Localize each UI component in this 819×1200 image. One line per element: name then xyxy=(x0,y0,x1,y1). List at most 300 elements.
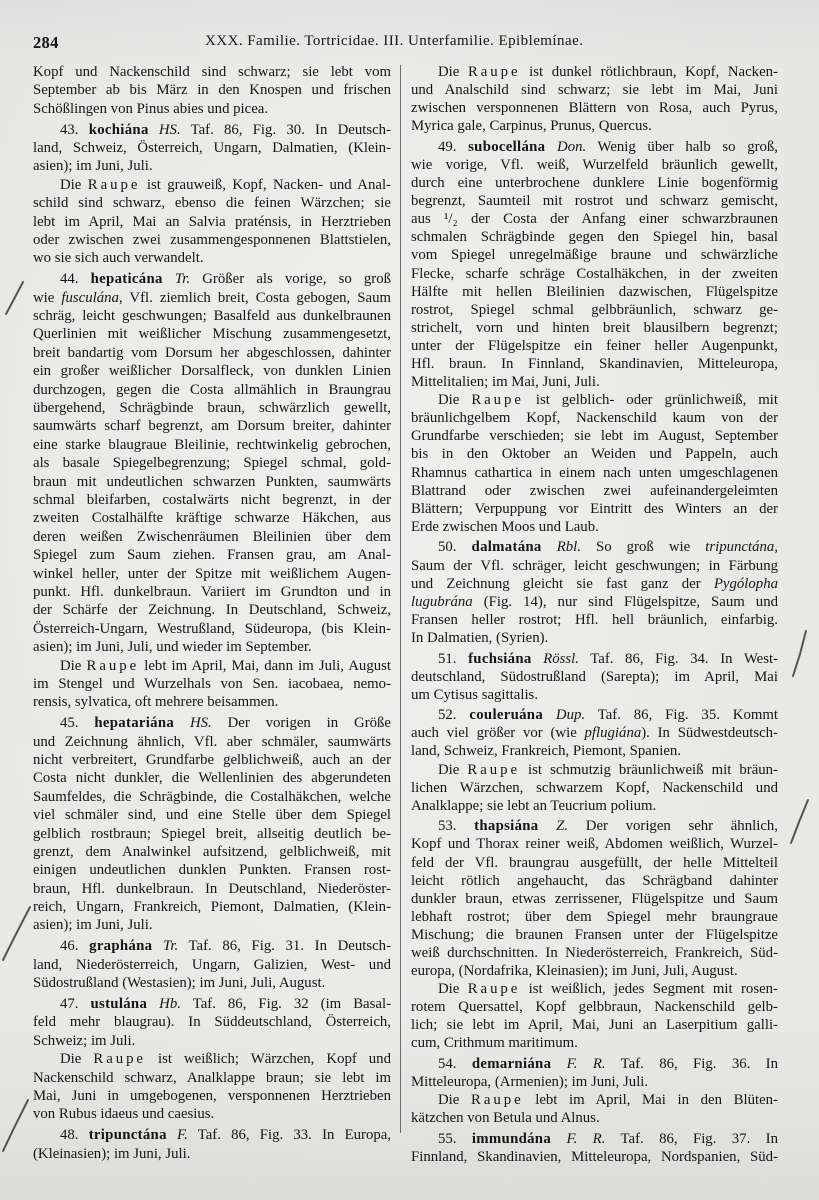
species-entry xyxy=(411,817,778,980)
species-name: thapsiána xyxy=(474,818,539,835)
text-run: vom Spiegel unregelmäßige braune und schwärzliche xyxy=(411,247,778,264)
text-run xyxy=(174,715,190,731)
text-run xyxy=(152,938,163,954)
text-run: Querlinien mit weißlicher Mischung zusammengesetzt, xyxy=(33,326,391,343)
entry-number: 48. xyxy=(60,1127,89,1144)
text-run: Taf. 86, Fig. 35. Kommt xyxy=(585,707,778,724)
larva-description xyxy=(411,391,778,536)
text-run: So groß wie xyxy=(580,539,706,556)
text-line xyxy=(33,751,391,769)
text-line xyxy=(411,373,778,391)
text-line xyxy=(33,270,391,288)
text-line xyxy=(33,916,391,934)
text-run: Mischung; die braunen Fransen unter der Flügelspitze xyxy=(411,926,778,943)
text-run: asien); im Juni, Juli. xyxy=(33,158,153,175)
text-run: Schößlingen von Pinus abies und picea. xyxy=(33,100,269,117)
text-line xyxy=(33,861,391,879)
entry-number: 47. xyxy=(60,996,91,1013)
text-run: ist schmutzig bräunlichweiß mit bräun- xyxy=(520,761,778,778)
text-line xyxy=(33,491,391,509)
text-line xyxy=(33,81,391,99)
text-line xyxy=(33,974,391,992)
text-line xyxy=(33,880,391,898)
pencil-mark xyxy=(791,800,808,843)
text-run: leicht rötlich angehaucht, das Schrägband dahinter xyxy=(411,872,778,889)
author-abbreviation: Rössl. xyxy=(543,650,579,667)
text-line xyxy=(33,121,391,139)
larva-description xyxy=(33,657,391,712)
text-run: , xyxy=(774,539,778,556)
entry-number: 53. xyxy=(438,818,475,835)
text-run: land, Niederösterreich, Ungarn, Galizien, West- und xyxy=(33,956,391,973)
text-line xyxy=(411,629,778,647)
text-line xyxy=(411,265,778,283)
entry-number: 54. xyxy=(438,1056,472,1073)
text-line xyxy=(33,194,391,212)
text-run: dunkler braun, etwas zerrissener, Flügelspitze und Saum xyxy=(411,890,778,907)
text-run: Die xyxy=(60,1051,94,1068)
spaced-word: Raupe xyxy=(87,176,141,193)
text-run xyxy=(551,1056,566,1072)
species-name: fuchsiána xyxy=(468,650,532,667)
text-line xyxy=(33,249,391,267)
running-title: XXX. Familie. Tortricidae. III. Unterfamilie. Epiblemínae. xyxy=(205,33,584,49)
species-entry xyxy=(411,538,778,647)
text-run: schild sind schwarz, ebenso die feinen Wärzchen; sie xyxy=(33,195,391,212)
italic-name: Pygólopha xyxy=(713,575,778,592)
text-line xyxy=(33,601,391,619)
text-run: Taf. 86, Fig. 34. In West- xyxy=(578,650,778,667)
text-run: Kopf und Thorax reiner weiß, Abdomen weißlich, Wurzel- xyxy=(411,836,778,853)
text-run: (Kleinasien); im Juni, Juli. xyxy=(33,1145,191,1162)
text-run: wie xyxy=(33,289,62,306)
entry-number: 45. xyxy=(60,715,95,732)
text-run: Mittelitalien; im Mai, Juni, Juli. xyxy=(411,374,600,391)
text-run: wie vorige, Vfl. weiß, Wurzelfeld bräunlich gewellt, xyxy=(411,156,778,173)
text-run: durchzogen, gegen die Costa allmählich in Braungrau xyxy=(33,381,391,398)
text-run: Spiegel zum Saum ziehen. Fransen grau, am Anal- xyxy=(33,547,391,564)
text-line xyxy=(411,482,778,500)
text-run xyxy=(545,139,557,155)
author-abbreviation: Tr. xyxy=(162,938,179,955)
text-line xyxy=(411,99,778,117)
text-run: Costa nicht dunkler, die Wellenlinien des abgerundeten xyxy=(33,770,391,787)
text-line xyxy=(33,139,391,157)
text-line xyxy=(411,283,778,301)
text-run: Die xyxy=(438,761,468,778)
text-run: Taf. 86, Fig. 30. In Deutsch- xyxy=(180,121,391,138)
text-line xyxy=(33,344,391,362)
text-run: Myrica gale, Carpinus, Prunus, Quercus. xyxy=(411,118,652,135)
text-line xyxy=(411,445,778,463)
text-run: Die xyxy=(60,176,88,193)
text-line xyxy=(411,117,778,135)
species-name: ustulána xyxy=(90,996,148,1013)
text-run: Taf. 86, Fig. 36. In xyxy=(605,1056,778,1073)
text-run: lebhaft rostrot; über dem Spiegel mehr braungraue xyxy=(411,908,778,925)
text-run: Flecke, scharfe schräge Costalhäkchen, in der zweiten xyxy=(411,265,778,282)
species-entry xyxy=(33,121,391,176)
text-run: feld mehr blaugrau). In Süddeutschland, Österreich, xyxy=(33,1014,391,1031)
species-name: immundána xyxy=(471,1130,552,1147)
text-run: Taf. 86, Fig. 37. In xyxy=(605,1130,778,1147)
text-run: von Rubus idaeus und caesius. xyxy=(33,1106,215,1123)
text-run: ist weißlich; Wärzchen, Kopf und xyxy=(145,1051,391,1068)
text-line xyxy=(33,806,391,824)
text-line xyxy=(411,926,778,944)
text-line xyxy=(33,381,391,399)
text-run: gelblich rostbraun; Spiegel breit, allseitig deutlich be- xyxy=(33,825,391,842)
pencil-mark xyxy=(3,1100,28,1151)
italic-name: fusculána xyxy=(61,289,119,306)
text-line xyxy=(411,575,778,593)
spaced-word: Raupe xyxy=(471,392,524,409)
text-run: rostrot, Spiegel schmal gelbbräunlich, schwarz ge- xyxy=(411,301,778,318)
text-run: viel schmäler sind, und eine Stelle über dem Spiegel xyxy=(33,807,391,824)
text-line xyxy=(411,686,778,704)
text-run: ist weißlich, jedes Segment mit rosen- xyxy=(520,981,778,998)
text-run: braun mit undeutlichen schwarzen Punkten, saumwärts xyxy=(33,473,391,490)
text-line xyxy=(33,231,391,249)
text-line xyxy=(33,528,391,546)
text-line xyxy=(411,1148,778,1166)
entry-number: 55. xyxy=(438,1130,472,1147)
text-line xyxy=(411,319,778,337)
text-line xyxy=(33,693,391,711)
text-line xyxy=(33,213,391,231)
author-abbreviation: HS. xyxy=(158,121,181,138)
text-run xyxy=(532,651,544,667)
text-run: aus ¹/₂ der Costa der Anfang einer schwarzbraunen xyxy=(411,211,778,228)
text-line xyxy=(33,1145,391,1163)
text-line xyxy=(33,289,391,307)
text-run: eine starke blaugraue Bleilinie, rechtwinkelig gebrochen, xyxy=(33,436,391,453)
species-name: dalmatána xyxy=(471,539,542,556)
text-run: Hfl. braun. In Finnland, Skandinavien, Mitteleuropa, xyxy=(411,356,778,372)
text-line xyxy=(33,1069,391,1087)
larva-description xyxy=(411,980,778,1052)
text-line xyxy=(411,301,778,319)
text-line xyxy=(33,937,391,955)
text-line xyxy=(411,706,778,724)
text-run: land, Schweiz, Frankreich, Piemont, Spanien. xyxy=(411,743,681,760)
text-line xyxy=(33,157,391,175)
species-entry xyxy=(33,714,391,935)
text-run: Nackenschild schwarz, Analklappe braun; sie lebt im xyxy=(33,1069,391,1086)
author-abbreviation: Z. xyxy=(556,818,569,835)
column-right xyxy=(411,63,778,1166)
species-entry xyxy=(33,937,391,992)
text-line xyxy=(411,63,778,81)
text-line xyxy=(411,908,778,926)
text-run: Wenig über halb so groß, xyxy=(586,138,778,155)
text-line xyxy=(33,436,391,454)
text-run: Mitteleuropa, (Armenien); im Juni, Juli. xyxy=(411,1074,649,1091)
text-line xyxy=(411,835,778,853)
text-run: Saum der Vfl. schräger, leicht geschwungen; in Färbung xyxy=(411,557,778,574)
text-run: Hälfte mit hellen Bleilinien dazwischen, Flügelspitze xyxy=(411,283,778,300)
text-line xyxy=(33,995,391,1013)
text-run: begrenzt, Saumteil mit rostrot und schwarz gemischt, xyxy=(411,193,778,210)
text-run: wo sie sich auch verwandelt. xyxy=(33,250,204,267)
text-line xyxy=(33,100,391,118)
text-line xyxy=(411,1034,778,1052)
text-run: ist gelblich- oder grünlichweiß, mit xyxy=(523,392,778,409)
column-rule xyxy=(400,65,401,1133)
text-line xyxy=(411,998,778,1016)
text-line xyxy=(411,409,778,427)
text-run: grenzt, dem Analwinkel aufsitzend, gelblichweiß, mit xyxy=(33,843,391,860)
text-run: asien); im Juni, Juli, und wieder im September. xyxy=(33,639,312,656)
text-run: strichelt, vorn und hinten breit blausilbern begrenzt; xyxy=(411,319,778,336)
text-line xyxy=(411,962,778,980)
text-run: auch viel größer vor (wie xyxy=(411,725,585,742)
text-run: Die xyxy=(438,981,468,998)
entry-number: 43. xyxy=(60,121,89,138)
pencil-mark xyxy=(3,907,30,960)
text-run: deutschland, Südostrußland (Sarepta); im April, Mai xyxy=(411,668,778,685)
pencil-mark xyxy=(6,282,23,314)
text-line xyxy=(411,650,778,668)
text-line xyxy=(411,593,778,611)
text-run: Die xyxy=(438,392,472,409)
text-run xyxy=(147,996,159,1012)
text-run: ein großer weißlicher Dorsalfleck, von dunklen Linien xyxy=(33,363,391,380)
text-line xyxy=(33,1126,391,1144)
text-run: Die xyxy=(438,64,468,80)
text-run: Kopf und Nackenschild sind schwarz; sie lebt vom xyxy=(33,64,391,80)
spaced-word: Raupe xyxy=(471,1092,524,1109)
paragraph xyxy=(33,63,391,118)
text-line xyxy=(33,473,391,491)
text-run: land, Schweiz, Österreich, Ungarn, Dalmatien, (Klein- xyxy=(33,140,391,157)
text-run: um Cytisus sagittalis. xyxy=(411,686,539,703)
text-run: Der vorigen sehr ähnlich, xyxy=(568,818,778,835)
author-abbreviation: F. xyxy=(176,1127,188,1144)
text-run: Taf. 86, Fig. 33. In Europa, xyxy=(187,1127,391,1144)
text-run xyxy=(167,1127,177,1143)
italic-name: lugubrána xyxy=(411,593,473,610)
text-line xyxy=(33,714,391,732)
text-line xyxy=(411,779,778,797)
species-entry xyxy=(411,138,778,391)
text-run: im Stengel und Wurzelhals von Sen. iacobaea, nemo- xyxy=(33,675,391,692)
text-line xyxy=(33,657,391,675)
text-line xyxy=(411,500,778,518)
text-line xyxy=(33,956,391,974)
text-run: rensis, sylvatica, oft mehrere beisammen. xyxy=(33,694,279,711)
text-line xyxy=(33,565,391,583)
text-run: ist dunkel rötlichbraun, Kopf, Nacken- xyxy=(520,64,778,80)
spaced-word: Raupe xyxy=(467,981,521,998)
text-run: Saumfeldes, die Schrägbinde, die Costalhäkchen, welche xyxy=(33,788,391,805)
species-name: demarniána xyxy=(471,1056,552,1073)
italic-name: pflugiána xyxy=(584,725,642,742)
text-line xyxy=(33,769,391,787)
text-line xyxy=(33,583,391,601)
author-abbreviation: Rbl. xyxy=(556,539,581,556)
text-line xyxy=(33,638,391,656)
text-run: Taf. 86, Fig. 32 (im Basal- xyxy=(180,996,391,1013)
text-run: ). In Südwestdeutsch- xyxy=(641,725,778,742)
text-line xyxy=(411,464,778,482)
text-run: Erde zwischen Moos und Laub. xyxy=(411,518,599,535)
text-run: weiß durchschnitten. In Niederösterreich, Frankreich, Süd- xyxy=(411,945,778,961)
text-line xyxy=(411,668,778,686)
text-run xyxy=(543,707,556,723)
text-line xyxy=(411,944,778,962)
text-line xyxy=(33,675,391,693)
page-number: 284 xyxy=(33,33,59,52)
text-run: kätzchen von Betula und Alnus. xyxy=(411,1110,600,1127)
author-abbreviation: Don. xyxy=(557,138,587,155)
text-run: feld der Vfl. braungrau ausgefüllt, der helle Mittelteil xyxy=(411,854,778,871)
text-run xyxy=(551,1131,566,1147)
text-run: lichen Wärzchen, schwarzem Kopf, Nackenschild und xyxy=(411,779,778,796)
text-line xyxy=(411,518,778,536)
text-run: Analklappe; sie lebt an Teucrium polium. xyxy=(411,797,657,814)
text-run: asien); im Juni, Juli. xyxy=(33,917,153,934)
text-line xyxy=(411,192,778,210)
text-run: schräg, leicht geschwungen; Basalfeld aus dunkelbraunen xyxy=(33,308,391,325)
text-run: winkel heller, unter der Spitze mit weißlichem Augen- xyxy=(33,565,391,582)
text-line xyxy=(411,210,778,228)
spaced-word: Raupe xyxy=(467,64,521,80)
text-run: schmal bleifarben, costalwärts nicht begrenzt, in der xyxy=(33,491,391,508)
text-run: übergehend, Schrägbinde braun, schwärzlich gewellt, xyxy=(33,400,391,417)
text-run: punkt. Hfl. dunkelbraun. Variiert im Grundton und in xyxy=(33,583,391,600)
text-line xyxy=(411,538,778,556)
species-entry xyxy=(411,1130,778,1166)
text-run: reich, Ungarn, Frankreich, Piemont, Dalmatien, (Klein- xyxy=(33,899,391,916)
text-run: nicht verbreitert, Grundfarbe gelblichweiß, auch an der xyxy=(33,751,391,768)
text-run: unter der Flügelspitze ein feiner heller Augenpunkt, xyxy=(411,337,778,354)
text-run: deren weißen Zwischenräumen Bleilinien über dem xyxy=(33,528,391,545)
text-run: schmalen Schrägbinde gegen den Spiegel hin, basal xyxy=(411,229,778,246)
text-line xyxy=(411,1130,778,1148)
text-line xyxy=(33,733,391,751)
text-line xyxy=(411,81,778,99)
species-name: tripunctána xyxy=(88,1127,167,1144)
text-line xyxy=(411,246,778,264)
text-run: Der vorigen in Größe xyxy=(211,715,391,732)
italic-name: tripunctána xyxy=(705,539,775,556)
larva-description xyxy=(33,176,391,268)
text-run: Grundfarbe verschieden; sie lebt im August, September xyxy=(411,428,778,445)
text-run: lebt im April, Mai, dann im Juli, August xyxy=(139,657,391,674)
species-name: subocellána xyxy=(468,138,546,155)
text-run: einigen undeutlichen dunklen Punkten. Fransen rost- xyxy=(33,862,391,879)
species-entry xyxy=(411,650,778,704)
spaced-word: Raupe xyxy=(93,1051,146,1068)
text-run: und Analschild sind schwarz; sie lebt im Mai, Juni xyxy=(411,82,778,99)
text-line xyxy=(411,611,778,629)
species-name: hepatariána xyxy=(94,715,175,732)
text-run xyxy=(539,818,557,834)
text-line xyxy=(33,1013,391,1031)
text-run: (Fig. 14), nur sind Flügelspitze, Saum und xyxy=(472,593,778,610)
pencil-mark xyxy=(793,631,806,676)
text-line xyxy=(33,843,391,861)
text-run: lich; sie lebt im April, Mai, Juni an Laserpitium galli- xyxy=(411,1017,778,1034)
text-run: Finnland, Skandinavien, Mitteleuropa, Nordspanien, Süd- xyxy=(411,1149,778,1166)
text-run: Blättern; Verpuppung vor Eintritt des Winters an der xyxy=(411,500,778,517)
text-line xyxy=(33,307,391,325)
text-run xyxy=(163,271,175,287)
text-line xyxy=(33,325,391,343)
larva-description xyxy=(411,761,778,815)
text-run: rotem Quersattel, Kopf gelbbraun, Nackenschild gelb- xyxy=(411,999,778,1016)
text-run: Mai, Juni in umgebogenen, versponnenen Herztrieben xyxy=(33,1087,391,1104)
text-line xyxy=(411,742,778,760)
larva-description xyxy=(33,1050,391,1124)
text-line xyxy=(33,825,391,843)
text-line xyxy=(33,898,391,916)
text-run: bräunlichgelbem Kopf, Nackenschild kaum von der xyxy=(411,410,778,427)
species-entry xyxy=(33,995,391,1050)
text-run: lebt im April, Mai in den Blüten- xyxy=(523,1092,778,1109)
text-run: cum, Crithmum maritimum. xyxy=(411,1035,578,1052)
text-run: Blattrand oder zwischen zwei aufeinandergeleimten xyxy=(411,482,778,499)
text-run: und Zeichnung ähnlich, Vfl. aber schmäler, saumwärts xyxy=(33,733,391,750)
text-run: Fransen heller rostrot; Hfl. hell bräunlich, einfarbig. xyxy=(411,611,778,628)
text-run: bis in den Oktober an Weiden und Pappeln, auch xyxy=(411,446,778,463)
text-run: September ab bis März in den Knospen und frischen xyxy=(33,82,391,99)
entry-number: 44. xyxy=(60,271,91,288)
author-abbreviation: HS. xyxy=(189,715,212,732)
text-line xyxy=(33,63,391,81)
text-line xyxy=(33,1050,391,1068)
text-line xyxy=(411,337,778,355)
text-run: der Schärfe der Zeichnung. In Deutschland, Schweiz, xyxy=(33,602,391,619)
text-line xyxy=(411,854,778,872)
text-line xyxy=(33,399,391,417)
text-run: In Dalmatien, (Syrien). xyxy=(411,629,549,646)
author-abbreviation: Tr. xyxy=(174,271,191,288)
text-line xyxy=(411,1055,778,1073)
text-run: lebt im April, Mai an Salvia praténsis, in Herztrieben xyxy=(33,213,391,230)
text-line xyxy=(411,174,778,192)
author-abbreviation: Dup. xyxy=(555,707,586,724)
text-line xyxy=(411,761,778,779)
text-run: Die xyxy=(438,1092,471,1109)
text-run: durch eine unterbrochene dunklere Linie bogenförmig xyxy=(411,175,778,192)
text-line xyxy=(411,557,778,575)
text-run: Österreich-Ungarn, Westrußland, Südeuropa, (bis Klein- xyxy=(33,620,391,637)
spaced-word: Raupe xyxy=(467,761,521,778)
text-line xyxy=(411,980,778,998)
species-entry xyxy=(33,1126,391,1163)
entry-number: 52. xyxy=(438,707,470,724)
text-line xyxy=(33,546,391,564)
text-line xyxy=(33,417,391,435)
author-abbreviation: F. R. xyxy=(566,1130,606,1147)
text-run: Taf. 86, Fig. 31. In Deutsch- xyxy=(178,938,391,955)
species-entry xyxy=(411,706,778,760)
larva-description xyxy=(411,1091,778,1127)
text-line xyxy=(411,817,778,835)
text-line xyxy=(33,454,391,472)
text-run: braun, Hfl. dunkelbraun. In Deutschland, Niederöster- xyxy=(33,880,391,897)
text-line xyxy=(33,788,391,806)
text-run: und Zeichnung gleicht sie fast ganz der xyxy=(411,575,714,592)
text-run xyxy=(149,122,159,138)
entry-number: 46. xyxy=(60,938,90,955)
entry-number: 50. xyxy=(438,539,472,556)
text-run: ist grauweiß, Kopf, Nacken- und Anal- xyxy=(140,176,391,193)
text-run: breit bandartig vom Dorsum her abgeschlossen, dahinter xyxy=(33,344,391,361)
text-run: als basale Spiegelbegrenzung; Spiegel schmal, gold- xyxy=(33,455,391,472)
